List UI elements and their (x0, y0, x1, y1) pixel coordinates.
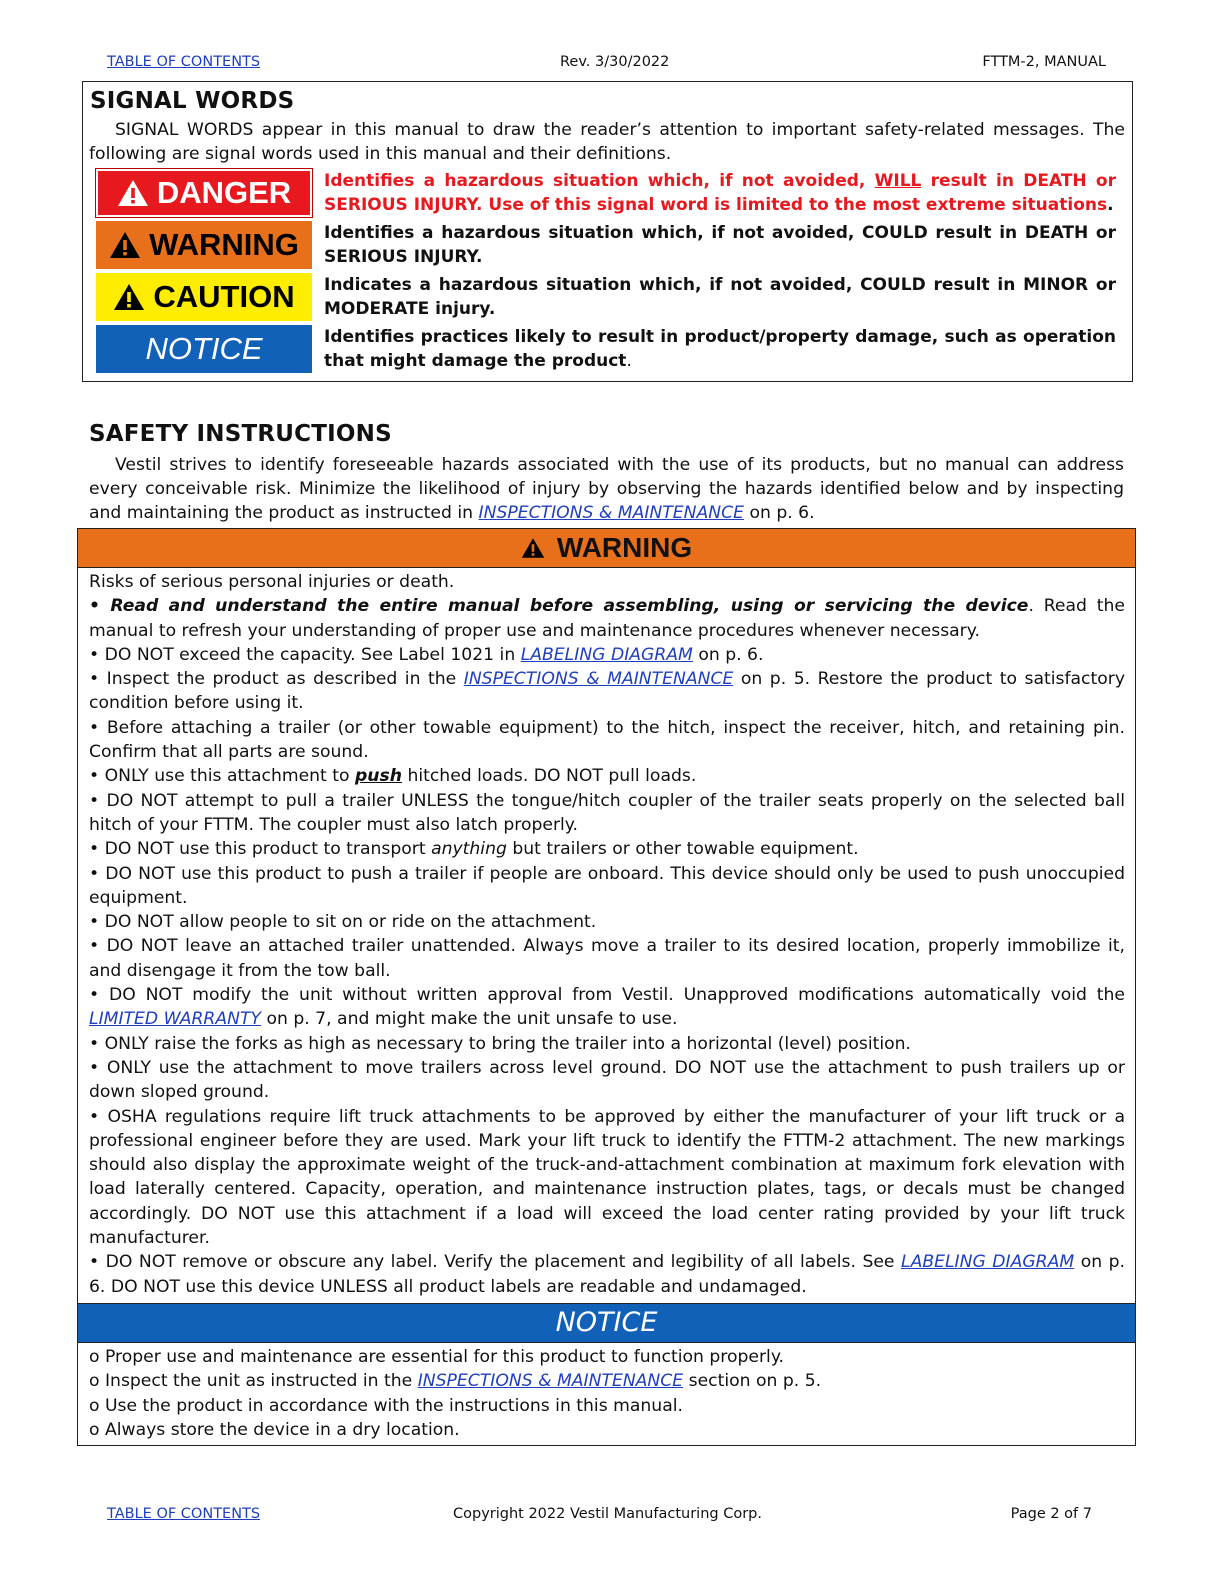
warning-triangle-icon (521, 537, 545, 559)
copyright: Copyright 2022 Vestil Manufacturing Corp. (453, 1506, 762, 1522)
labeling-diagram-link[interactable]: LABELING DIAGRAM (520, 644, 693, 665)
toc-link-bottom[interactable]: TABLE OF CONTENTS (107, 1506, 261, 1522)
signal-words-title: SIGNAL WORDS (90, 88, 295, 114)
inspections-maintenance-link[interactable]: INSPECTIONS & MAINTENANCE (478, 503, 744, 524)
warning-triangle-icon (109, 231, 141, 259)
inspections-maintenance-link[interactable]: INSPECTIONS & MAINTENANCE (417, 1371, 684, 1392)
warning-item: • DO NOT exceed the capacity. See Label 1021 in LABELING DIAGRAM on p. 6. (89, 644, 764, 665)
warning-item: • Inspect the product as described in the INSPECTIONS & MAINTENANCE on p. 5. Restore the product to satisfactory condition before using it. (89, 669, 1125, 714)
signal-row-notice (96, 325, 1124, 374)
notice-definition: Identifies practices likely to result in product/property damage, such as operation that might damage the product. (324, 327, 1116, 371)
document-id: FTTM-2, MANUAL (982, 54, 1106, 70)
warning-item: • DO NOT use this product to transport anything but trailers or other towable equipment. (89, 839, 859, 860)
notice-banner: NOTICE (78, 1303, 1135, 1343)
page-number: Page 2 of 7 (1010, 1506, 1092, 1522)
signal-row-warning (96, 221, 1124, 270)
warning-item: • DO NOT remove or obscure any label. Verify the placement and legibility of all labels. See LABELING DIAGRAM on p. 6. DO NOT use this device UNLESS all product labels are readable and undamaged. (89, 1252, 1125, 1297)
warning-item: • OSHA regulations require lift truck attachments to be approved by either the manufacturer of your lift truck or a professional engineer before they are used. Mark your lift truck to identify the FTTM-2 attachment. The new markings should also display the approximate weight of the truck-and-attachment combination at maximum fork elevation with load laterally centered. Capacity, operation, and maintenance instruction plates, tags, or decals must be changed accordingly. DO NOT use this attachment if a load will exceed the load center rating provided by your lift truck manufacturer. (89, 1106, 1125, 1249)
page-header (0, 54, 1224, 76)
warning-label: WARNING (96, 221, 312, 269)
warning-banner: WARNING (78, 529, 1135, 568)
warning-item: • ONLY use the attachment to move trailers across level ground. DO NOT use the attachment to push trailers up or down sloped ground. (89, 1057, 1125, 1103)
notice-label: NOTICE (96, 325, 312, 373)
warning-box (77, 528, 1136, 1446)
caution-label: CAUTION (96, 273, 312, 321)
warning-item: • Before attaching a trailer (or other towable equipment) to the hitch, inspect the receiver, hitch, and retaining pin. Confirm that all parts are sound. (89, 717, 1125, 763)
signal-row-caution (96, 273, 1124, 322)
notice-list (78, 1343, 1135, 1442)
warning-item: • ONLY use this attachment to push hitched loads. DO NOT pull loads. (89, 766, 697, 787)
warning-item: • DO NOT modify the unit without written approval from Vestil. Unapproved modifications automatically void the LIMITED WARRANTY on p. 7, and might make the unit unsafe to use. (89, 985, 1125, 1030)
danger-label: DANGER (96, 169, 312, 217)
danger-definition: Identifies a hazardous situation which, if not avoided, WILL result in DEATH or SERIOUS INJURY. Use of this signal word is limited to the most extreme situations. (324, 171, 1116, 215)
revision-date: Rev. 3/30/2022 (560, 54, 670, 70)
notice-item: o Inspect the unit as instructed in the INSPECTIONS & MAINTENANCE section on p. 5. (89, 1371, 822, 1392)
safety-instructions-intro: Vestil strives to identify foreseeable hazards associated with the use of its products, but no manual can address every conceivable risk. Minimize the likelihood of injury by observing the hazards identified below and by inspecting and maintaining the product as instructed in INSPECTIONS & MAINTENANCE on p. 6. (89, 455, 1124, 524)
toc-link-top[interactable]: TABLE OF CONTENTS (107, 54, 261, 70)
limited-warranty-link[interactable]: LIMITED WARRANTY (89, 1009, 261, 1030)
warning-triangle-icon (113, 283, 145, 311)
warning-item: • DO NOT use this product to push a trailer if people are onboard. This device should only be used to push unoccupied equipment. (89, 863, 1125, 908)
caution-definition: Indicates a hazardous situation which, if not avoided, COULD result in MINOR or MODERATE injury. (324, 275, 1116, 319)
notice-item: o Use the product in accordance with the instructions in this manual. (89, 1395, 683, 1416)
signal-row-danger (96, 169, 1124, 218)
safety-instructions-title: SAFETY INSTRUCTIONS (89, 421, 392, 447)
warning-item: • Read and understand the entire manual before assembling, using or servicing the device. Read the manual to refresh your understanding of proper use and maintenance procedures whenever necessary. (89, 596, 1125, 641)
notice-item: o Always store the device in a dry location. (89, 1419, 460, 1440)
signal-words-intro: SIGNAL WORDS appear in this manual to draw the reader’s attention to important safety-related messages. The following are signal words used in this manual and their definitions. (89, 120, 1125, 165)
notice-item: o Proper use and maintenance are essential for this product to function properly. (89, 1346, 785, 1367)
warning-triangle-icon (117, 179, 149, 207)
warning-item: • ONLY raise the forks as high as necessary to bring the trailer into a horizontal (level) position. (89, 1033, 912, 1054)
warning-item: • DO NOT attempt to pull a trailer UNLESS the tongue/hitch coupler of the trailer seats properly on the selected ball hitch of your FTTM. The coupler must also latch properly. (89, 790, 1125, 835)
labeling-diagram-link[interactable]: LABELING DIAGRAM (901, 1252, 1075, 1273)
signal-words-box (82, 81, 1133, 382)
warning-item: • DO NOT allow people to sit on or ride on the attachment. (89, 912, 597, 933)
warning-list (78, 568, 1135, 1299)
warning-item: • DO NOT leave an attached trailer unattended. Always move a trailer to its desired location, properly immobilize it, and disengage it from the tow ball. (89, 936, 1125, 981)
inspections-maintenance-link[interactable]: INSPECTIONS & MAINTENANCE (463, 669, 734, 690)
warning-lead: Risks of serious personal injuries or death. (89, 572, 455, 592)
page-footer (0, 1506, 1224, 1528)
warning-definition: Identifies a hazardous situation which, if not avoided, COULD result in DEATH or SERIOUS INJURY. (324, 223, 1116, 267)
